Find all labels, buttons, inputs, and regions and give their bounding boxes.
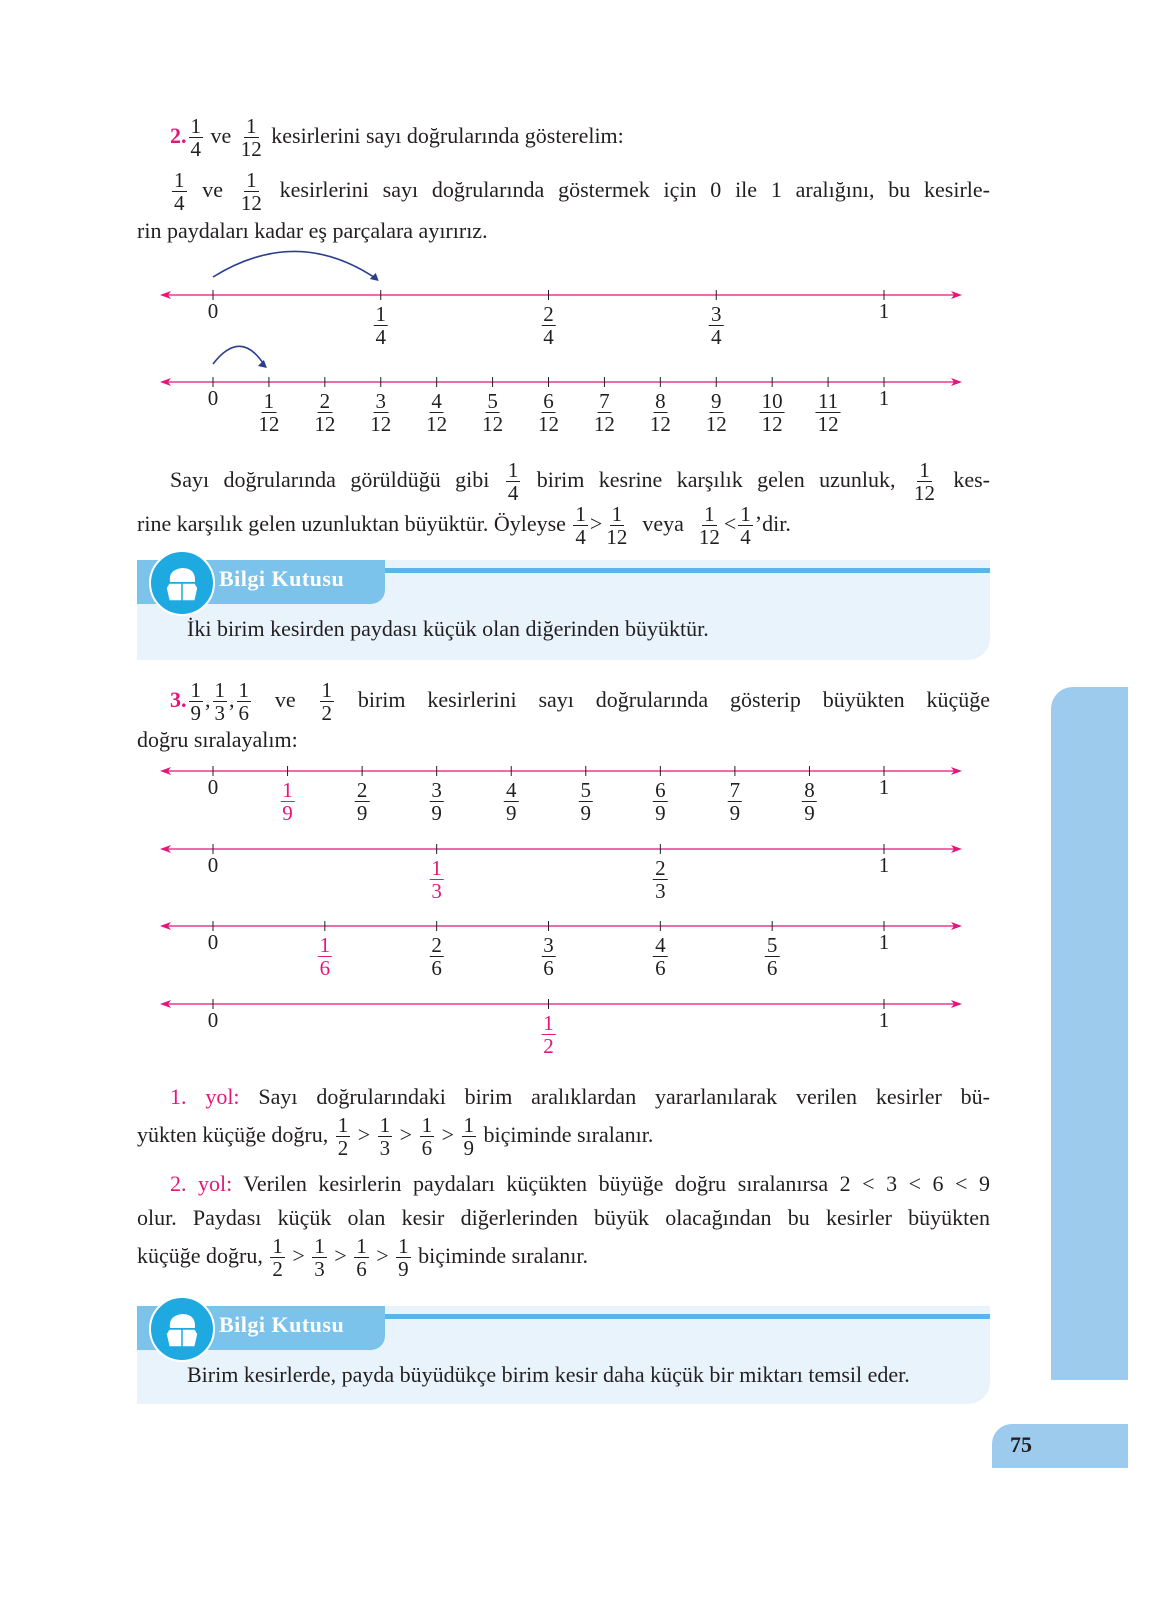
numerator: 1 bbox=[190, 678, 201, 703]
denominator: 9 bbox=[580, 801, 592, 825]
denominator: 9 bbox=[398, 1257, 409, 1282]
text: rin paydaları kadar eş parçalara ayırırız. bbox=[137, 218, 488, 243]
info-box-1 bbox=[137, 560, 990, 660]
tick-fraction bbox=[816, 390, 841, 435]
label-marker: 3. bbox=[170, 687, 187, 712]
text: doğru sıralayalım: bbox=[137, 727, 298, 752]
denominator: 9 bbox=[463, 1136, 474, 1161]
tick-label: 0 bbox=[207, 775, 219, 799]
tick-fraction bbox=[536, 390, 561, 435]
denominator: 4 bbox=[711, 325, 722, 349]
tick-fraction bbox=[709, 303, 724, 348]
denominator: 6 bbox=[238, 701, 249, 726]
denominator: 12 bbox=[817, 412, 839, 436]
denominator: 12 bbox=[606, 525, 628, 550]
numerator: 2 bbox=[319, 389, 331, 413]
text: kes- bbox=[938, 467, 991, 492]
denominator: 4 bbox=[575, 525, 586, 550]
tick-fraction bbox=[579, 779, 594, 824]
numerator: 1 bbox=[321, 678, 332, 703]
denominator: 12 bbox=[482, 412, 504, 436]
numerator: 3 bbox=[543, 933, 554, 957]
denominator: 4 bbox=[507, 481, 519, 506]
tick-fraction bbox=[653, 857, 668, 902]
tick-fraction bbox=[541, 303, 556, 348]
tick-label: 0 bbox=[207, 930, 219, 954]
numerator: 8 bbox=[804, 778, 815, 802]
tick-fraction bbox=[541, 1012, 556, 1057]
numerator: 1 bbox=[507, 458, 519, 483]
text: Verilen kesirlerin paydaları küçükten büyüğe doğru sıralanırsa 2 < 3 < 6 < 9 bbox=[232, 1171, 990, 1196]
page-number: 75 bbox=[1010, 1432, 1032, 1457]
denominator: 4 bbox=[174, 191, 185, 216]
text: ve bbox=[205, 123, 237, 148]
text: > bbox=[286, 1243, 311, 1268]
tick-fraction bbox=[541, 934, 556, 979]
text: Sayı doğrularında görüldüğü gibi bbox=[170, 467, 504, 492]
tick-label: 1 bbox=[878, 386, 890, 410]
denominator: 12 bbox=[649, 412, 671, 436]
text: olur. Paydası küçük olan kesir diğerlerinden büyük olacağından bu kesirler büyükten bbox=[137, 1205, 990, 1230]
label-marker: 2. yol: bbox=[170, 1171, 233, 1196]
numerator: 7 bbox=[729, 778, 741, 802]
numerator: 5 bbox=[487, 389, 498, 413]
tick-label: 1 bbox=[878, 299, 890, 323]
numerator: 7 bbox=[599, 389, 610, 413]
numerator: 1 bbox=[919, 458, 930, 483]
numerator: 1 bbox=[246, 114, 257, 139]
arrowhead-icon bbox=[370, 273, 379, 281]
numerator: 1 bbox=[543, 1011, 554, 1035]
tick-fraction bbox=[653, 779, 668, 824]
tick-fraction bbox=[318, 934, 333, 979]
numerator: 1 bbox=[272, 1234, 283, 1259]
label-marker: 1. yol: bbox=[170, 1084, 240, 1109]
brain-box-icon bbox=[149, 550, 215, 616]
tick-fraction bbox=[280, 779, 295, 824]
text: birim kesirlerini sayı doğrularında gösterip büyükten küçüğe bbox=[336, 687, 991, 712]
numerator: 1 bbox=[375, 302, 386, 326]
numerator: 1 bbox=[379, 1113, 391, 1138]
numerator: 5 bbox=[580, 778, 592, 802]
info-box-2 bbox=[137, 1306, 990, 1404]
numerator: 1 bbox=[174, 168, 185, 193]
denominator: 9 bbox=[190, 701, 201, 726]
text: kesirlerini sayı doğrularında gösterelim: bbox=[265, 123, 624, 148]
denominator: 12 bbox=[698, 525, 720, 550]
denominator: 2 bbox=[337, 1136, 349, 1161]
info-box-rule bbox=[385, 568, 990, 573]
text: yükten küçüğe doğru, bbox=[137, 1122, 334, 1147]
denominator: 9 bbox=[804, 801, 815, 825]
numerator: 2 bbox=[431, 933, 442, 957]
tick-label: 1 bbox=[878, 775, 890, 799]
text: < bbox=[723, 511, 737, 536]
denominator: 12 bbox=[593, 412, 615, 436]
denominator: 12 bbox=[913, 481, 935, 506]
text: biçiminde sıralanır. bbox=[478, 1122, 654, 1147]
denominator: 12 bbox=[761, 412, 783, 436]
numerator: 3 bbox=[711, 302, 722, 326]
denominator: 4 bbox=[740, 525, 751, 550]
denominator: 2 bbox=[272, 1257, 283, 1282]
denominator: 3 bbox=[431, 879, 442, 903]
numerator: 1 bbox=[463, 1113, 474, 1138]
denominator: 9 bbox=[356, 801, 368, 825]
numerator: 4 bbox=[505, 778, 517, 802]
tick-label: 1 bbox=[878, 853, 890, 877]
denominator: 12 bbox=[538, 412, 559, 436]
numerator: 5 bbox=[766, 933, 778, 957]
denominator: 2 bbox=[321, 701, 332, 726]
denominator: 6 bbox=[319, 956, 331, 980]
numerator: 6 bbox=[543, 389, 554, 413]
numerator: 3 bbox=[375, 389, 386, 413]
numerator: 1 bbox=[246, 168, 257, 193]
numerator: 2 bbox=[655, 856, 666, 880]
numerator: 1 bbox=[263, 389, 275, 413]
denominator: 12 bbox=[705, 412, 727, 436]
text: > bbox=[352, 1122, 376, 1147]
text: ’dir. bbox=[754, 511, 791, 536]
denominator: 12 bbox=[370, 412, 392, 436]
numerator: 9 bbox=[711, 389, 722, 413]
numerator: 1 bbox=[704, 502, 715, 527]
jump-arrow bbox=[213, 251, 377, 279]
tick-fraction bbox=[728, 779, 743, 824]
denominator: 3 bbox=[214, 701, 225, 726]
numerator: 1 bbox=[282, 778, 293, 802]
info-box-text: İki birim kesirden paydası küçük olan diğerinden büyüktür. bbox=[187, 616, 709, 641]
denominator: 9 bbox=[505, 801, 517, 825]
denominator: 12 bbox=[314, 412, 336, 436]
tick-fraction bbox=[765, 934, 780, 979]
tick-fraction bbox=[368, 390, 393, 435]
tick-label: 0 bbox=[207, 853, 219, 877]
text: > bbox=[589, 511, 603, 536]
tick-fraction bbox=[504, 779, 519, 824]
side-tab bbox=[1051, 687, 1128, 1380]
text: veya bbox=[631, 511, 695, 536]
text: rine karşılık gelen uzunluktan büyüktür. Öyleyse bbox=[137, 511, 572, 536]
denominator: 6 bbox=[766, 956, 778, 980]
numerator: 1 bbox=[740, 502, 751, 527]
denominator: 4 bbox=[375, 325, 386, 349]
text: kesirlerini sayı doğrularında göstermek için 0 ile 1 aralığını, bu kesirle- bbox=[265, 177, 991, 202]
numerator: 8 bbox=[655, 389, 666, 413]
text: Sayı doğrularındaki birim aralıklardan yararlanılarak verilen kesirler bü- bbox=[239, 1084, 991, 1109]
denominator: 9 bbox=[282, 801, 293, 825]
numerator: 1 bbox=[398, 1234, 409, 1259]
tick-fraction bbox=[256, 390, 281, 435]
jump-arrow bbox=[213, 346, 265, 366]
tick-fraction bbox=[480, 390, 505, 435]
denominator: 4 bbox=[543, 325, 554, 349]
denominator: 6 bbox=[543, 956, 554, 980]
denominator: 12 bbox=[258, 412, 280, 436]
denominator: 6 bbox=[421, 1136, 433, 1161]
tick-fraction bbox=[312, 390, 337, 435]
text: > bbox=[394, 1122, 418, 1147]
tick-fraction bbox=[592, 390, 617, 435]
text: > bbox=[436, 1122, 460, 1147]
numerator: 1 bbox=[190, 114, 201, 139]
denominator: 6 bbox=[655, 956, 666, 980]
tick-label: 0 bbox=[207, 1008, 219, 1032]
text: > bbox=[328, 1243, 353, 1268]
text: ve bbox=[253, 687, 318, 712]
numerator: 1 bbox=[421, 1113, 433, 1138]
numerator: 3 bbox=[431, 778, 442, 802]
denominator: 4 bbox=[190, 137, 201, 162]
tick-fraction bbox=[760, 390, 785, 435]
numerator: 1 bbox=[431, 856, 442, 880]
tick-fraction bbox=[355, 779, 370, 824]
numerator: 1 bbox=[356, 1234, 367, 1259]
tick-label: 0 bbox=[207, 386, 219, 410]
denominator: 6 bbox=[431, 956, 442, 980]
page-number-tab bbox=[992, 1424, 1128, 1468]
numerator: 4 bbox=[655, 933, 666, 957]
text: , bbox=[229, 687, 235, 712]
brain-box-icon bbox=[149, 1296, 215, 1362]
tick-label: 0 bbox=[207, 299, 219, 323]
numerator: 2 bbox=[543, 302, 554, 326]
numerator: 6 bbox=[655, 778, 666, 802]
numerator: 2 bbox=[356, 778, 368, 802]
tick-fraction bbox=[424, 390, 449, 435]
text: , bbox=[205, 687, 211, 712]
numerator: 1 bbox=[319, 933, 331, 957]
text: birim kesrine karşılık gelen uzunluk, bbox=[522, 467, 910, 492]
tick-fraction bbox=[704, 390, 729, 435]
info-box-rule bbox=[385, 1314, 990, 1319]
numerator: 1 bbox=[575, 502, 586, 527]
tick-fraction bbox=[429, 934, 444, 979]
numerator: 4 bbox=[431, 389, 442, 413]
denominator: 6 bbox=[356, 1257, 367, 1282]
numerator: 1 bbox=[214, 678, 225, 703]
text: küçüğe doğru, bbox=[137, 1243, 269, 1268]
denominator: 2 bbox=[543, 1034, 554, 1058]
denominator: 12 bbox=[240, 191, 262, 216]
tick-fraction bbox=[429, 857, 444, 902]
numerator: 1 bbox=[314, 1234, 325, 1259]
numerator: 11 bbox=[817, 389, 839, 413]
text: ve bbox=[188, 177, 237, 202]
denominator: 3 bbox=[655, 879, 666, 903]
tick-fraction bbox=[374, 303, 389, 348]
denominator: 3 bbox=[314, 1257, 325, 1282]
numerator: 1 bbox=[611, 502, 623, 527]
denominator: 9 bbox=[729, 801, 741, 825]
denominator: 12 bbox=[240, 137, 262, 162]
info-box-text: Birim kesirlerde, payda büyüdükçe birim kesir daha küçük bir miktarı temsil eder. bbox=[187, 1362, 910, 1387]
numerator: 1 bbox=[337, 1113, 349, 1138]
tick-fraction bbox=[648, 390, 673, 435]
text: > bbox=[370, 1243, 395, 1268]
tick-fraction bbox=[429, 779, 444, 824]
info-box-title: Bilgi Kutusu bbox=[219, 566, 345, 591]
label-marker: 2. bbox=[170, 123, 187, 148]
tick-fraction bbox=[653, 934, 668, 979]
denominator: 12 bbox=[426, 412, 448, 436]
denominator: 9 bbox=[655, 801, 666, 825]
text: biçiminde sıralanır. bbox=[412, 1243, 588, 1268]
denominator: 9 bbox=[431, 801, 442, 825]
tick-fraction bbox=[802, 779, 817, 824]
numerator: 10 bbox=[761, 389, 783, 413]
numerator: 1 bbox=[238, 678, 249, 703]
tick-label: 1 bbox=[878, 1008, 890, 1032]
info-box-title: Bilgi Kutusu bbox=[219, 1312, 345, 1337]
denominator: 3 bbox=[379, 1136, 391, 1161]
tick-label: 1 bbox=[878, 930, 890, 954]
